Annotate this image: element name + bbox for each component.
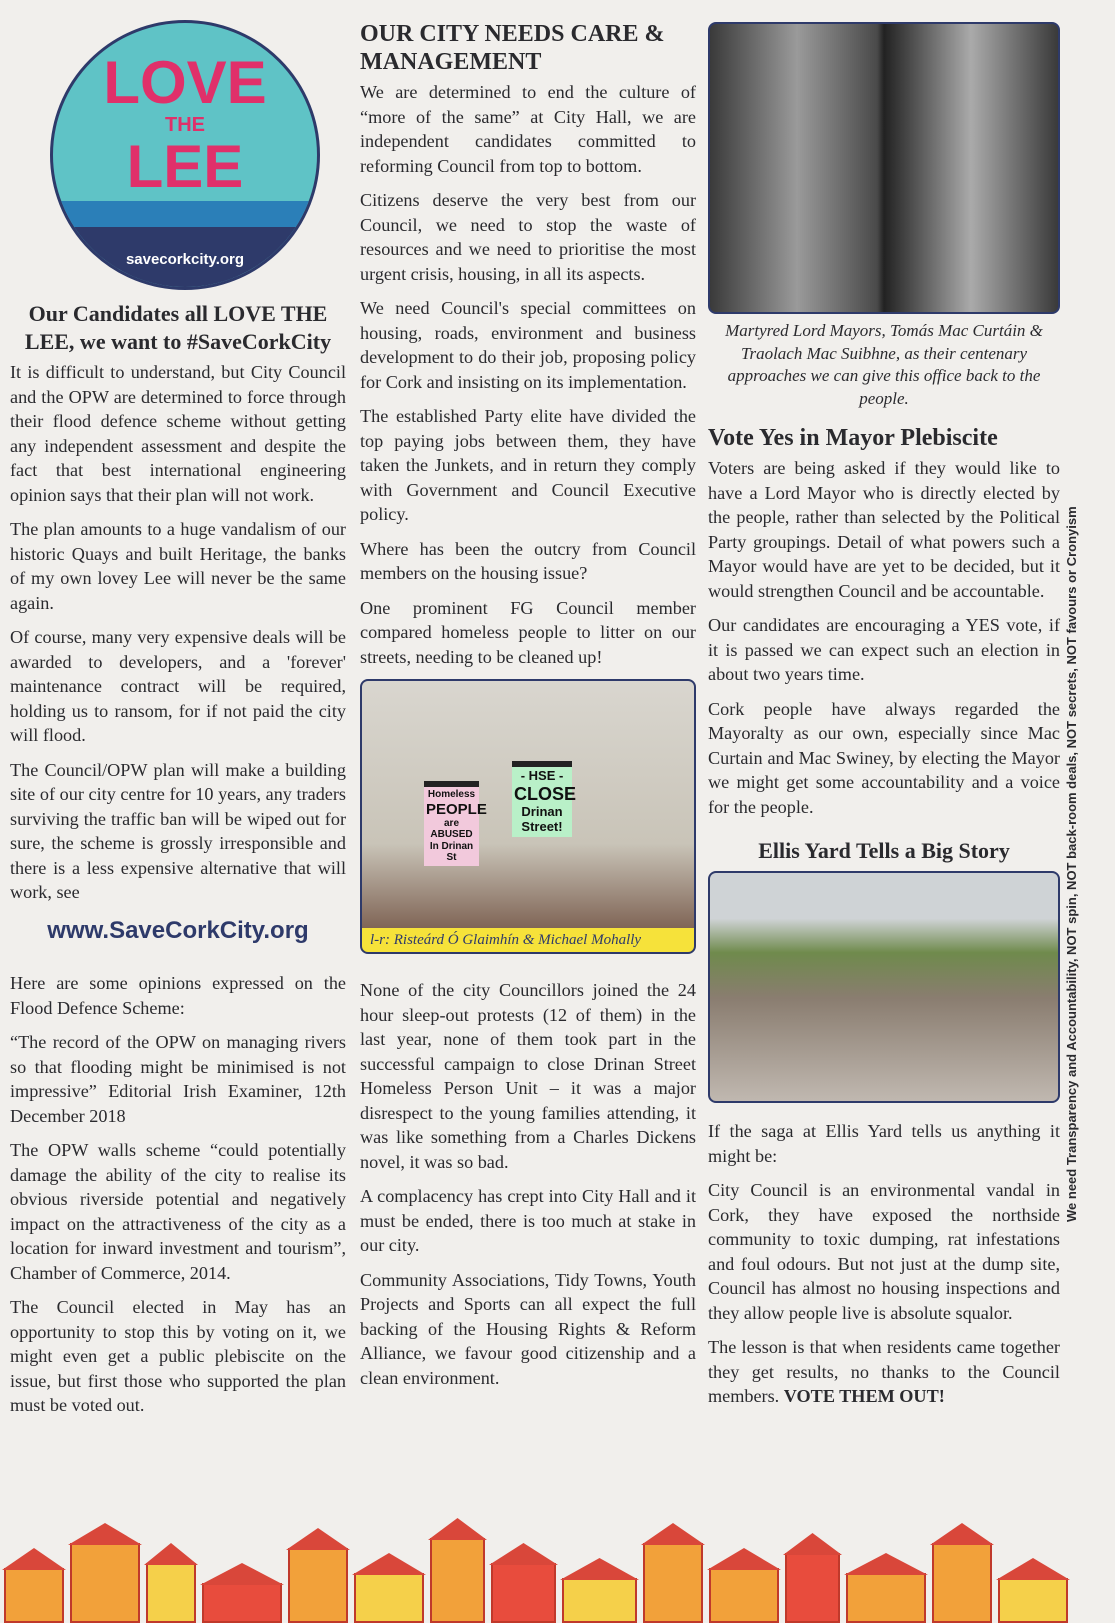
house-illustration — [354, 1573, 424, 1623]
sign-text: ABUSED — [430, 829, 473, 841]
ellis-yard-photo — [708, 871, 1060, 1103]
paragraph: Cork people have always regarded the Mayoralty as our own, especially since Mac Curtain and Mac Swiney, by electing the Mayor we might get some accountability and a voice for the people. — [708, 698, 1060, 817]
paragraph: Community Associations, Tidy Towns, Youth Projects and Sports can all expect the full backing of the Housing Rights & Reform Alliance, we favour good citizenship and a clean environment. — [360, 1269, 696, 1388]
paragraph: Citizens deserve the very best from our Council, we need to stop the waste of resources and we need to prioritise the most urgent crisis, housing, in all its aspects. — [360, 190, 696, 284]
house-illustration — [785, 1553, 840, 1623]
paragraph: Of course, many very expensive deals will be awarded to developers, and a 'forever' maintenance contract will be required, holding us to ransom, for if not paid the city will flood. — [10, 627, 346, 745]
side-slogan: We need Transparency and Accountability, NOT spin, NOT back-room deals, NOT secrets, NOT favours or Cronyism — [1064, 506, 1079, 1222]
sign-homeless — [424, 781, 487, 866]
photo-caption: Martyred Lord Mayors, Tomás Mac Curtáin & Traolach Mac Suibhne, as their centenary approaches we can give this office back to the people. — [725, 321, 1043, 408]
quote: “The record of the OPW on managing rivers so that flooding might be minimised is not impressive” Editorial Irish Examiner, 12th December 2018 — [10, 1032, 346, 1126]
house-illustration — [70, 1543, 140, 1623]
sign-text: PEOPLE — [426, 800, 487, 818]
house-illustration — [491, 1563, 556, 1623]
house-illustration — [288, 1548, 348, 1623]
paragraph: Where has been the outcry from Council members on the housing issue? — [360, 538, 696, 583]
house-illustration — [998, 1578, 1068, 1623]
paragraph-text: The lesson is that when residents came together they get results, no thanks to the Council members. — [708, 1337, 1060, 1406]
portraits-photo — [708, 22, 1060, 314]
sign-text: Drinan — [521, 803, 563, 819]
sign-text: In Drinan St — [429, 840, 474, 864]
house-illustration — [4, 1568, 64, 1623]
house-illustration — [709, 1568, 779, 1623]
paragraph: None of the city Councillors joined the 24 hour sleep-out protests (12 of them) in the last year, none of them took part in the successful campaign to close Drinan Street Homeless Person Unit – it was a major disrespect to the young families attending, it was like something from a Charles Dickens novel, it was so bad. — [360, 980, 696, 1172]
paragraph: It is difficult to understand, but City Council and the OPW are determined to force through their flood defence scheme without getting any independent assessment and despite the fact that best international engineering opinion says that their plan will not work. — [10, 362, 346, 505]
paragraph: The plan amounts to a huge vandalism of our historic Quays and built Heritage, the banks of my own lovey Lee will never be the same again. — [10, 519, 346, 613]
vote-them-out: VOTE THEM OUT! — [783, 1386, 945, 1406]
heading: Vote Yes in Mayor Plebiscite — [708, 425, 998, 451]
paragraph: We need Council's special committees on housing, roads, environment and business development to do their job, proposing policy for Cork and insisting on its implementation. — [360, 298, 696, 392]
house-illustration — [202, 1583, 282, 1623]
paragraph: Our candidates are encouraging a YES vote, if it is passed we can expect such an election in about two years time. — [708, 615, 1060, 684]
house-illustration — [562, 1578, 637, 1623]
paragraph: The established Party elite have divided the top paying jobs between them, they have taken the Junkets, and in return they comply with Government and Council Executive policy. — [360, 406, 696, 524]
heading: Our Candidates all LOVE THE LEE, we want to #SaveCorkCity — [24, 301, 332, 354]
protest-photo — [360, 679, 696, 954]
house-illustration — [932, 1543, 992, 1623]
house-illustration — [146, 1563, 196, 1623]
column-middle — [360, 20, 696, 1400]
paragraph: One prominent FG Council member compared homeless people to litter on our streets, needing to be cleaned up! — [360, 597, 696, 667]
paragraph: Voters are being asked if they would like to have a Lord Mayor who is directly elected by the people, rather than selected by the Political Party groupings. Detail of what powers such a Mayor would have are yet to be decided, but it would strengthen Council and be accountable. — [708, 458, 1060, 601]
sign-text: are — [443, 817, 459, 829]
paragraph: City Council is an environmental vandal in Cork, they have exposed the northside community to toxic dumping, rat infestations and foul odours. But not just at the dump site, Council has almost no housing inspections and they allow people live is absolute squalor. — [708, 1180, 1060, 1323]
paragraph — [708, 1335, 1060, 1409]
quote: The OPW walls scheme “could potentially damage the ability of the city to realise its obvious riverside potential and negatively impact on the attractiveness of the city as a location for inward investment and tourism”, Chamber of Commerce, 2014. — [10, 1140, 346, 1283]
sign-text: CLOSE — [514, 783, 577, 804]
sign-hse — [512, 761, 577, 837]
logo-text: LOVE — [103, 49, 267, 116]
paragraph: The Council/OPW plan will make a building site of our city centre for 10 years, any traders surviving the traffic ban will be wiped out for sure, the scheme is grossly irresponsible and there is a less expensive alternative that will work, see — [10, 759, 346, 902]
heading: OUR CITY NEEDS CARE & MANAGEMENT — [360, 21, 665, 75]
logo-text: LEE — [126, 133, 244, 200]
love-the-lee-logo — [50, 20, 320, 290]
house-illustration — [430, 1538, 485, 1623]
column-left — [10, 20, 346, 1428]
paragraph: A complacency has crept into City Hall and it must be ended, there is too much at stake in our city. — [360, 1186, 696, 1255]
paragraph: We are determined to end the culture of “more of the same” at City Hall, we are independent candidates committed to reforming Council from top to bottom. — [360, 82, 696, 176]
sign-text: - HSE - — [520, 768, 564, 783]
houses-border — [0, 1505, 1115, 1623]
heading: Ellis Yard Tells a Big Story — [758, 838, 1010, 863]
paragraph: The Council elected in May has an opportunity to stop this by voting on it, we might even get a public plebiscite on the issue, but first those who supported the plan must be voted out. — [10, 1297, 346, 1415]
sign-text: Street! — [521, 818, 563, 834]
photo-caption: l-r: Risteárd Ó Glaimhín & Michael Mohally — [362, 928, 694, 952]
sign-text: Homeless — [427, 789, 476, 800]
column-right — [708, 20, 1060, 1419]
paragraph: If the saga at Ellis Yard tells us anything it might be: — [708, 1121, 1060, 1166]
house-illustration — [846, 1573, 926, 1623]
logo-url: savecorkcity.org — [125, 251, 245, 268]
paragraph: Here are some opinions expressed on the Flood Defence Scheme: — [10, 973, 346, 1018]
website-link[interactable]: www.SaveCorkCity.org — [47, 916, 309, 944]
logo-text: THE — [165, 114, 205, 136]
house-illustration — [643, 1543, 703, 1623]
